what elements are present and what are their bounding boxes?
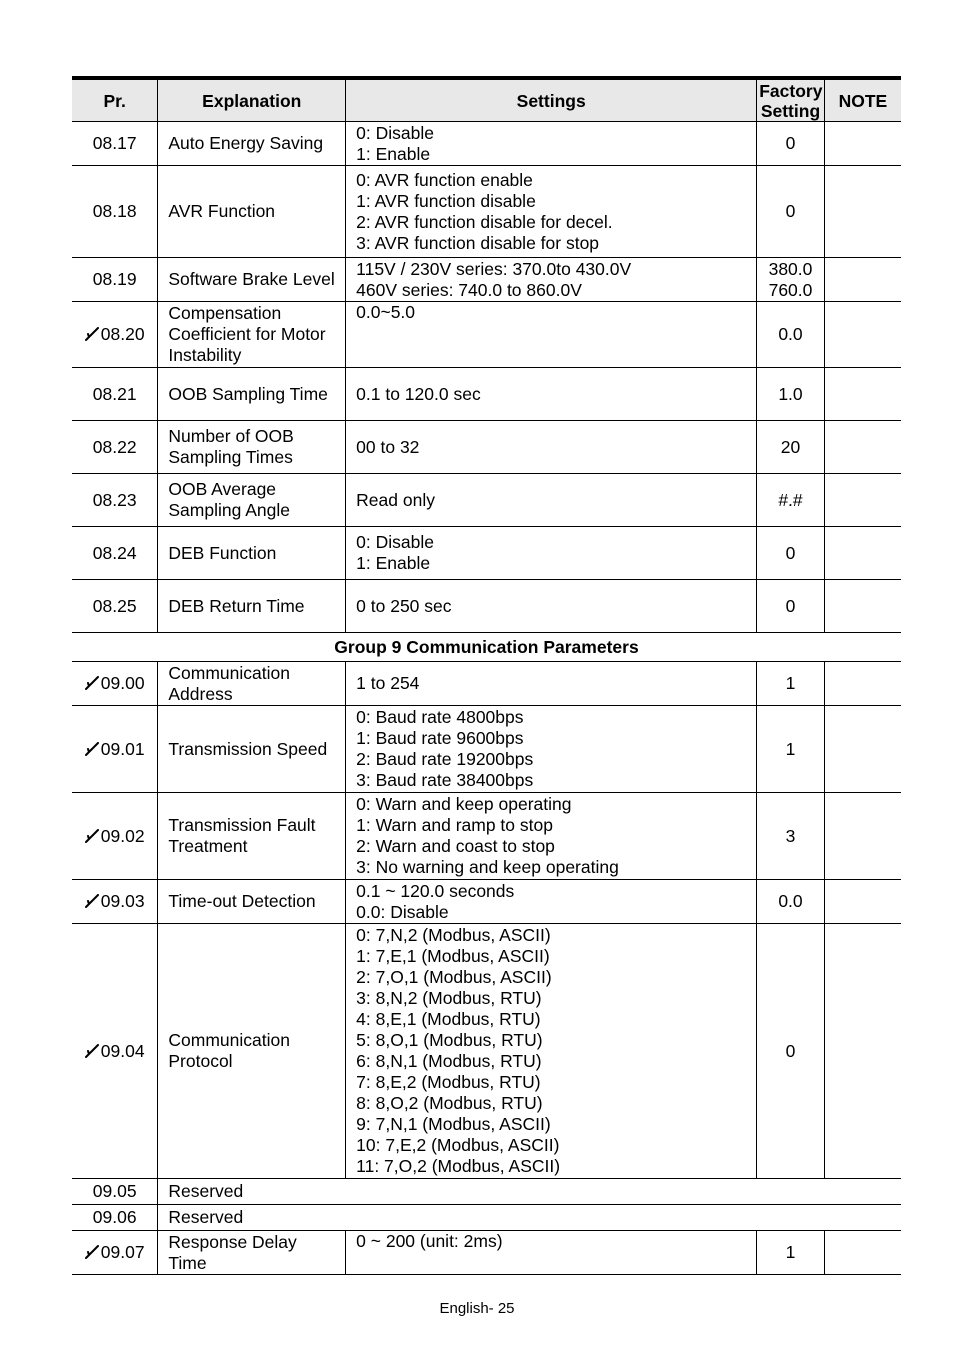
explanation-cell: Communication Protocol — [158, 924, 346, 1179]
table-row — [72, 421, 901, 474]
note-cell — [824, 527, 901, 580]
factory-setting-cell: 3 — [757, 793, 825, 880]
factory-setting-cell: #.# — [757, 474, 825, 527]
edit-while-running-icon — [85, 740, 99, 754]
pr-cell: 09.06 — [72, 1205, 158, 1231]
pr-number: 08.17 — [92, 133, 137, 153]
explanation-cell: Software Brake Level — [158, 258, 346, 302]
pr-number: 09.03 — [100, 891, 145, 911]
settings-cell: 0.1 to 120.0 sec — [346, 368, 757, 421]
explanation-cell: Time-out Detection — [158, 880, 346, 924]
table-row-reserved — [72, 1179, 901, 1205]
settings-cell: 0: 7,N,2 (Modbus, ASCII) 1: 7,E,1 (Modbus, ASCII) 2: 7,O,1 (Modbus, ASCII) 3: 8,N,2 (Modbus, RTU) 4: 8,E,1 (Modbus, RTU) 5: 8,O,1 (Modbus, RTU) 6: 8,N,1 (Modbus, RTU) 7: 8,E,2 (Modbus, RTU) 8: 8,O,2 (Modbus, RTU) 9: 7,N,1 (Modbus, ASCII) 10: 7,E,2 (Modbus, ASCII) 11: 7,O,2 (Modbus, ASCII) — [346, 924, 757, 1179]
note-cell — [824, 880, 901, 924]
pr-cell — [72, 302, 158, 368]
pr-number: 08.21 — [92, 383, 137, 404]
settings-cell: 0.1 ~ 120.0 seconds 0.0: Disable — [346, 880, 757, 924]
explanation-cell: Response Delay Time — [158, 1231, 346, 1275]
note-cell — [824, 793, 901, 880]
pr-number: 09.07 — [100, 1242, 145, 1262]
explanation-cell: OOB Sampling Time — [158, 368, 346, 421]
settings-cell: 0: Disable 1: Enable — [346, 527, 757, 580]
explanation-cell: Compensation Coefficient for Motor Instability — [158, 302, 346, 368]
table-row — [72, 474, 901, 527]
settings-cell: 0 ~ 200 (unit: 2ms) — [346, 1231, 757, 1275]
table-row-reserved — [72, 1205, 901, 1231]
edit-while-running-icon — [85, 827, 99, 841]
table-row — [72, 368, 901, 421]
header-explanation: Explanation — [158, 78, 346, 122]
settings-cell: 1 to 254 — [346, 662, 757, 706]
settings-cell: 0 to 250 sec — [346, 580, 757, 633]
factory-setting-cell: 1 — [757, 706, 825, 793]
table-row — [72, 706, 901, 793]
pr-number: 09.04 — [100, 1040, 145, 1061]
pr-cell — [72, 166, 158, 258]
settings-cell: 0: AVR function enable 1: AVR function disable 2: AVR function disable for decel. 3: AVR function disable for stop — [346, 166, 757, 258]
pr-cell — [72, 1231, 158, 1275]
note-cell — [824, 580, 901, 633]
table-row — [72, 1231, 901, 1275]
group-title-row — [72, 633, 901, 662]
pr-cell — [72, 258, 158, 302]
table-row — [72, 166, 901, 258]
explanation-cell: Transmission Fault Treatment — [158, 793, 346, 880]
pr-cell — [72, 527, 158, 580]
table-row — [72, 662, 901, 706]
explanation-cell: Reserved — [158, 1205, 901, 1231]
pr-number: 08.22 — [92, 436, 137, 457]
header-factory-setting: Factory Setting — [757, 78, 825, 122]
explanation-cell: Auto Energy Saving — [158, 122, 346, 166]
settings-cell: 0: Disable 1: Enable — [346, 122, 757, 166]
factory-setting-cell: 0 — [757, 122, 825, 166]
pr-number: 08.23 — [92, 489, 137, 510]
parameter-table — [72, 76, 901, 1275]
settings-cell: 115V / 230V series: 370.0to 430.0V 460V series: 740.0 to 860.0V — [346, 258, 757, 302]
note-cell — [824, 122, 901, 166]
pr-number: 08.18 — [92, 201, 137, 221]
settings-cell: 00 to 32 — [346, 421, 757, 474]
explanation-cell: Number of OOB Sampling Times — [158, 421, 346, 474]
pr-number: 09.00 — [100, 673, 145, 693]
explanation-cell: DEB Return Time — [158, 580, 346, 633]
page-footer: English- 25 — [439, 1300, 515, 1317]
note-cell — [824, 924, 901, 1179]
pr-cell — [72, 421, 158, 474]
header-settings: Settings — [346, 78, 757, 122]
factory-setting-cell: 20 — [757, 421, 825, 474]
edit-while-running-icon — [85, 325, 99, 339]
note-cell — [824, 258, 901, 302]
note-cell — [824, 662, 901, 706]
explanation-cell: DEB Function — [158, 527, 346, 580]
settings-cell: 0: Baud rate 4800bps 1: Baud rate 9600bps 2: Baud rate 19200bps 3: Baud rate 38400bps — [346, 706, 757, 793]
factory-setting-cell: 1 — [757, 1231, 825, 1275]
edit-while-running-icon — [85, 1042, 99, 1056]
explanation-cell: Transmission Speed — [158, 706, 346, 793]
pr-cell — [72, 122, 158, 166]
table-row — [72, 122, 901, 166]
pr-number: 08.20 — [100, 324, 145, 344]
table-row — [72, 580, 901, 633]
pr-cell — [72, 880, 158, 924]
pr-cell — [72, 580, 158, 633]
pr-cell — [72, 793, 158, 880]
explanation-cell: Reserved — [158, 1179, 901, 1205]
note-cell — [824, 368, 901, 421]
factory-setting-cell: 0 — [757, 924, 825, 1179]
factory-setting-cell: 0 — [757, 580, 825, 633]
pr-number: 09.01 — [100, 738, 145, 759]
factory-setting-cell: 0.0 — [757, 302, 825, 368]
table-row — [72, 924, 901, 1179]
pr-cell — [72, 924, 158, 1179]
edit-while-running-icon — [85, 892, 99, 906]
note-cell — [824, 302, 901, 368]
pr-number: 08.25 — [92, 595, 137, 616]
factory-setting-cell: 1.0 — [757, 368, 825, 421]
factory-setting-cell: 380.0 760.0 — [757, 258, 825, 302]
table-row — [72, 258, 901, 302]
factory-setting-cell: 0.0 — [757, 880, 825, 924]
settings-cell: Read only — [346, 474, 757, 527]
note-cell — [824, 474, 901, 527]
table-row — [72, 527, 901, 580]
table-row — [72, 302, 901, 368]
table-row — [72, 793, 901, 880]
factory-setting-cell: 0 — [757, 527, 825, 580]
note-cell — [824, 1231, 901, 1275]
note-cell — [824, 166, 901, 258]
explanation-cell: OOB Average Sampling Angle — [158, 474, 346, 527]
factory-setting-cell: 0 — [757, 166, 825, 258]
pr-number: 08.24 — [92, 542, 137, 563]
note-cell — [824, 421, 901, 474]
pr-number: 09.02 — [100, 825, 145, 846]
note-cell — [824, 706, 901, 793]
edit-while-running-icon — [85, 674, 99, 688]
pr-cell: 09.05 — [72, 1179, 158, 1205]
pr-cell — [72, 474, 158, 527]
factory-setting-cell: 1 — [757, 662, 825, 706]
explanation-cell: AVR Function — [158, 166, 346, 258]
explanation-cell: Communication Address — [158, 662, 346, 706]
group-title: Group 9 Communication Parameters — [72, 633, 901, 662]
pr-cell — [72, 706, 158, 793]
pr-cell — [72, 368, 158, 421]
edit-while-running-icon — [85, 1243, 99, 1257]
pr-cell — [72, 662, 158, 706]
settings-cell: 0.0~5.0 — [346, 302, 757, 368]
header-note: NOTE — [824, 78, 901, 122]
header-pr: Pr. — [72, 78, 158, 122]
table-row — [72, 880, 901, 924]
pr-number: 08.19 — [92, 269, 137, 289]
table-header-row — [72, 78, 901, 122]
settings-cell: 0: Warn and keep operating 1: Warn and ramp to stop 2: Warn and coast to stop 3: No warning and keep operating — [346, 793, 757, 880]
